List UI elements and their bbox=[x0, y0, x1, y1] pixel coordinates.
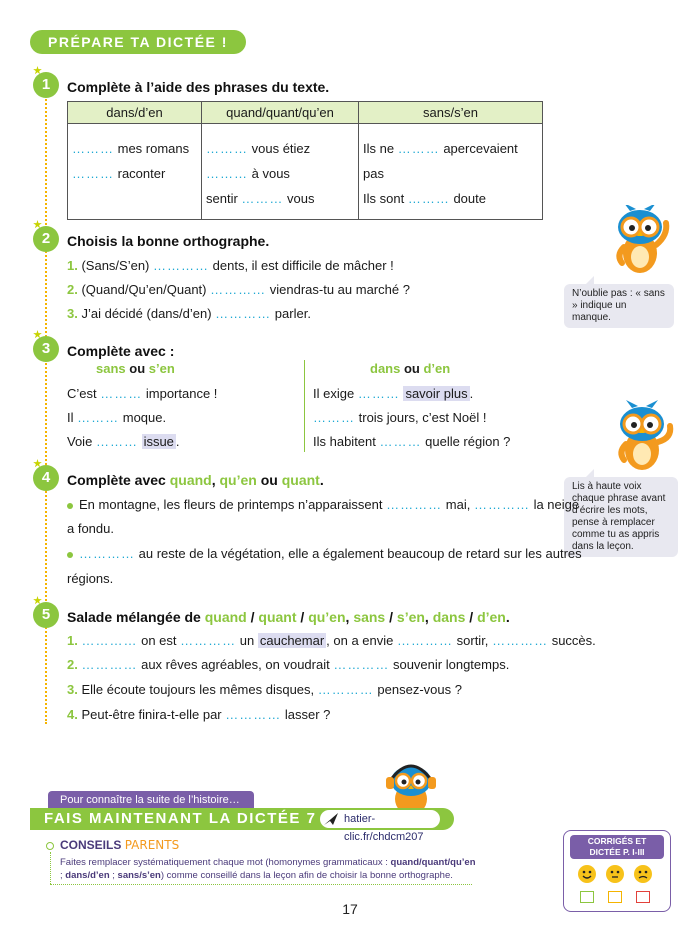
dotted-rule bbox=[50, 884, 472, 885]
blank[interactable]: ……… bbox=[72, 141, 114, 156]
exercise-line: 2. ………… aux rêves agréables, on voudrait ………… souvenir longtemps. bbox=[67, 657, 510, 672]
exercise-title: Complète à l’aide des phrases du texte. bbox=[67, 79, 330, 95]
blank[interactable]: ………… bbox=[215, 306, 272, 321]
table-cell: ……… mes romans ……… raconter bbox=[68, 124, 202, 220]
column-divider bbox=[304, 360, 305, 452]
tip-bubble: N’oublie pas : « sans » indique un manque. bbox=[564, 284, 674, 328]
blank[interactable]: ………… bbox=[153, 258, 210, 273]
blank[interactable]: ………… bbox=[317, 682, 374, 697]
dotted-rule bbox=[50, 852, 51, 884]
page-number: 17 bbox=[342, 901, 358, 917]
sad-face-icon[interactable] bbox=[634, 865, 652, 883]
exercise-line: Il exige ……… savoir plus . bbox=[313, 386, 474, 401]
exercise-line: 1. ………… on est ………… un cauchemar , on a envie ………… sortir, ………… succès. bbox=[67, 633, 596, 648]
exercise-line: 1. (Sans/S’en) ………… dents, il est difficile de mâcher ! bbox=[67, 258, 394, 273]
highlighted-word: cauchemar bbox=[259, 633, 325, 648]
exercise-number: 5 bbox=[33, 602, 59, 628]
blank[interactable]: ……… bbox=[397, 141, 440, 156]
column-heading: dans ou d’en bbox=[370, 361, 451, 376]
blank[interactable]: ………… bbox=[386, 497, 443, 512]
highlighted-word: issue bbox=[143, 434, 174, 449]
blank[interactable]: ………… bbox=[225, 707, 282, 722]
blank[interactable]: ……… bbox=[357, 386, 400, 401]
exercise-number: 4 bbox=[33, 465, 59, 491]
bullet-icon bbox=[67, 552, 73, 558]
section-spine bbox=[45, 84, 47, 724]
happy-face-icon[interactable] bbox=[578, 865, 596, 883]
exercise-line: a fondu. bbox=[67, 521, 114, 536]
highlighted-word: savoir plus bbox=[405, 386, 468, 401]
owl-headphones-icon bbox=[380, 757, 442, 815]
blank[interactable]: ……… bbox=[241, 191, 284, 206]
blank[interactable]: ………… bbox=[210, 282, 267, 297]
blank[interactable]: ……… bbox=[206, 141, 248, 156]
exercise-title: Choisis la bonne orthographe. bbox=[67, 233, 270, 249]
blank[interactable]: ……… bbox=[72, 166, 114, 181]
blank[interactable]: ………… bbox=[180, 633, 237, 648]
neutral-face-icon[interactable] bbox=[606, 865, 624, 883]
blank[interactable]: ……… bbox=[407, 191, 450, 206]
exercise-title: Salade mélangée de quand / quant / qu’en, sans / s’en, dans / d’en. bbox=[67, 609, 510, 625]
exercise-line: En montagne, les fleurs de printemps n’apparaissent ………… mai, ………… la neige bbox=[67, 497, 579, 512]
self-assessment-faces bbox=[578, 865, 658, 885]
exercise-line: 4. Peut-être finira-t-elle par ………… lasser ? bbox=[67, 707, 331, 722]
table-cell: ……… vous étiez ……… à vous sentir ……… vous bbox=[202, 124, 359, 220]
story-banner: Pour connaître la suite de l’histoire… bbox=[48, 791, 254, 809]
corriges-box bbox=[563, 830, 671, 912]
blank[interactable]: ……… bbox=[95, 434, 138, 449]
conseils-text: Faites remplacer systématiquement chaque mot (homonymes grammaticaux : quand/quant/qu’en ; dans/d’en ; sans/s’en) comme conseillé dans la leçon afin de choisir la bonne orthographe. bbox=[60, 857, 476, 881]
blank[interactable]: ………… bbox=[397, 633, 454, 648]
table-header: dans/d’en bbox=[68, 102, 202, 124]
blank[interactable]: ……… bbox=[379, 434, 422, 449]
exercise-title: Complète avec : bbox=[67, 343, 175, 359]
exercise-line: 3. Elle écoute toujours les mêmes disques, ………… pensez-vous ? bbox=[67, 682, 462, 697]
column-heading: sans ou s’en bbox=[96, 361, 175, 376]
exercise-line: Ils habitent ……… quelle région ? bbox=[313, 434, 511, 449]
exercise-line: ………… au reste de la végétation, elle a également beaucoup de retard sur les autres bbox=[67, 546, 582, 561]
tip-bubble: Lis à haute voix chaque phrase avant d’écrire les mots, pense à remplacer comme tu as appris dans la leçon. bbox=[564, 477, 678, 557]
exercise-title: Complète avec quand, qu’en ou quant. bbox=[67, 472, 324, 488]
blank[interactable]: ……… bbox=[100, 386, 143, 401]
dictee-title: FAIS MAINTENANT LA DICTÉE 7 bbox=[44, 810, 317, 827]
blank[interactable]: ………… bbox=[333, 657, 390, 672]
section-banner: PRÉPARE TA DICTÉE ! bbox=[30, 30, 246, 54]
table-header: quand/quant/qu’en bbox=[202, 102, 359, 124]
table-header: sans/s’en bbox=[359, 102, 543, 124]
exercise-line: Voie ……… issue . bbox=[67, 434, 180, 449]
corriges-header: CORRIGÉS ET DICTÉE P. I-III bbox=[570, 835, 664, 859]
blank[interactable]: ………… bbox=[81, 633, 138, 648]
blank[interactable]: ……… bbox=[77, 410, 120, 425]
owl-mascot-icon bbox=[610, 205, 676, 277]
exercise-table bbox=[67, 101, 543, 220]
blank[interactable]: ………… bbox=[79, 546, 135, 561]
exercise-line: régions. bbox=[67, 571, 114, 586]
cursor-arrow-icon bbox=[324, 813, 338, 825]
exercise-number: 2 bbox=[33, 226, 59, 252]
exercise-line: C’est ……… importance ! bbox=[67, 386, 218, 401]
blank[interactable]: ………… bbox=[473, 497, 530, 512]
conseils-title: CONSEILS PARENTS bbox=[60, 838, 180, 852]
circle-icon bbox=[46, 842, 54, 850]
blank[interactable]: ………… bbox=[492, 633, 549, 648]
blank[interactable]: ………… bbox=[81, 657, 138, 672]
blank[interactable]: ……… bbox=[313, 410, 355, 425]
exercise-line: ……… trois jours, c’est Noël ! bbox=[313, 410, 487, 425]
bullet-icon bbox=[67, 503, 73, 509]
owl-mascot-icon bbox=[612, 400, 678, 474]
exercise-number: 3 bbox=[33, 336, 59, 362]
blank[interactable]: ……… bbox=[206, 166, 248, 181]
exercise-line: Il ……… moque. bbox=[67, 410, 167, 425]
exercise-line: 2. (Quand/Qu’en/Quant) ………… viendras-tu au marché ? bbox=[67, 282, 410, 297]
exercise-line: 3. J’ai décidé (dans/d’en) ………… parler. bbox=[67, 306, 311, 321]
exercise-number: 1 bbox=[33, 72, 59, 98]
dictee-link[interactable]: hatier-clic.fr/chdcm207 bbox=[320, 810, 440, 828]
table-cell: Ils ne ……… apercevaient pas Ils sont ……… doute bbox=[359, 124, 543, 220]
